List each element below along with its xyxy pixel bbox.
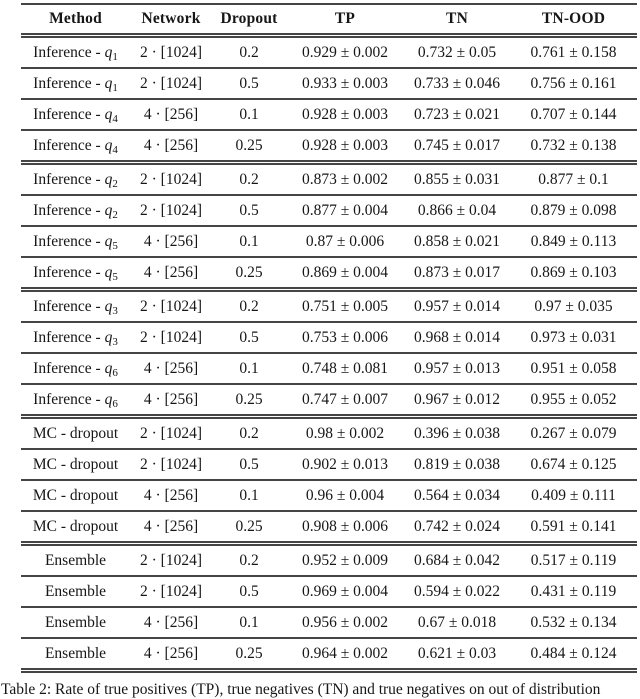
cell-tn-ood: 0.756 ± 0.161	[530, 74, 617, 92]
cell-tp: 0.751 ± 0.005	[301, 297, 388, 315]
cell-tn: 0.742 ± 0.024	[413, 517, 500, 535]
cell-dropout: 0.5	[239, 328, 259, 346]
table-row	[21, 36, 637, 69]
cell-tp: 0.969 ± 0.004	[301, 582, 388, 600]
cell-tn-ood: 0.532 ± 0.134	[530, 613, 617, 631]
cell-network: 4 · [256]	[143, 232, 199, 250]
cell-tp: 0.929 ± 0.002	[301, 43, 388, 61]
cell-dropout: 0.2	[239, 424, 259, 442]
cell-method: MC - dropout	[32, 424, 119, 442]
cell-dropout: 0.1	[239, 232, 259, 250]
table-header	[21, 4, 637, 36]
cell-tn: 0.866 ± 0.04	[417, 201, 497, 219]
math-subscript: 5	[112, 239, 118, 252]
math-variable: q	[104, 232, 113, 250]
cell-network: 4 · [256]	[143, 390, 199, 408]
math-subscript: 1	[112, 81, 118, 94]
cell-tn-ood: 0.869 ± 0.103	[530, 263, 617, 281]
table-row	[21, 607, 637, 638]
cell-tp: 0.908 ± 0.006	[301, 517, 388, 535]
table-row	[21, 290, 637, 323]
cell-network: 2 · [1024]	[140, 551, 202, 569]
cell-method: MC - dropout	[32, 455, 119, 473]
cell-network: 2 · [1024]	[140, 328, 202, 346]
cell-method: Inference - $q_6$	[33, 359, 118, 379]
cell-method: Inference - $q_3$	[33, 328, 118, 348]
cell-tn: 0.968 ± 0.014	[413, 328, 500, 346]
cell-tn-ood: 0.707 ± 0.144	[530, 105, 617, 123]
column-header: TN-OOD	[541, 10, 606, 27]
table-caption: Table 2: Rate of true positives (TP), true negatives (TN) and true negatives on out of distribution	[1, 681, 601, 698]
cell-tn: 0.745 ± 0.017	[413, 136, 500, 154]
cell-tn-ood: 0.267 ± 0.079	[530, 424, 617, 442]
math-subscript: 4	[112, 143, 118, 156]
table-row	[21, 130, 637, 163]
cell-method: Inference - $q_5$	[33, 232, 118, 252]
column-header: TP	[334, 10, 356, 27]
math-variable: q	[104, 105, 113, 123]
column-header: Dropout	[220, 10, 278, 27]
math-variable: q	[104, 390, 113, 408]
math-subscript: 3	[112, 335, 118, 348]
cell-tn-ood: 0.591 ± 0.141	[530, 517, 617, 535]
cell-network: 4 · [256]	[143, 613, 199, 631]
cell-tn: 0.564 ± 0.034	[413, 486, 500, 504]
cell-dropout: 0.25	[235, 517, 263, 535]
math-variable: q	[104, 359, 113, 377]
cell-tp: 0.753 ± 0.006	[301, 328, 388, 346]
cell-tn: 0.396 ± 0.038	[413, 424, 500, 442]
cell-tn: 0.957 ± 0.013	[413, 359, 500, 377]
cell-tn-ood: 0.879 ± 0.098	[530, 201, 617, 219]
cell-tn: 0.873 ± 0.017	[413, 263, 500, 281]
header-row	[21, 4, 637, 36]
table-row	[21, 511, 637, 544]
cell-dropout: 0.2	[239, 43, 259, 61]
cell-tn-ood: 0.484 ± 0.124	[530, 644, 617, 662]
cell-method: MC - dropout	[32, 486, 119, 504]
column-header: Method	[49, 10, 102, 27]
cell-tn-ood: 0.849 ± 0.113	[530, 232, 617, 250]
cell-tn: 0.594 ± 0.022	[413, 582, 500, 600]
cell-tp: 0.98 ± 0.002	[305, 424, 385, 442]
cell-tn-ood: 0.761 ± 0.158	[530, 43, 617, 61]
math-variable: q	[104, 297, 113, 315]
cell-tn: 0.67 ± 0.018	[417, 613, 497, 631]
cell-network: 4 · [256]	[143, 105, 199, 123]
cell-tn: 0.684 ± 0.042	[413, 551, 500, 569]
cell-tp: 0.87 ± 0.006	[305, 232, 385, 250]
cell-dropout: 0.5	[239, 582, 259, 600]
cell-dropout: 0.25	[235, 390, 263, 408]
cell-dropout: 0.5	[239, 455, 259, 473]
math-subscript: 5	[112, 270, 118, 283]
table-row	[21, 163, 637, 196]
cell-tp: 0.873 ± 0.002	[301, 170, 388, 188]
cell-tn: 0.819 ± 0.038	[413, 455, 500, 473]
math-subscript: 6	[112, 366, 118, 379]
table-row	[21, 576, 637, 607]
cell-network: 4 · [256]	[143, 486, 199, 504]
results-table	[21, 3, 637, 673]
cell-tp: 0.964 ± 0.002	[301, 644, 388, 662]
cell-tp: 0.952 ± 0.009	[301, 551, 388, 569]
cell-dropout: 0.25	[235, 644, 263, 662]
cell-network: 2 · [1024]	[140, 74, 202, 92]
math-variable: q	[104, 263, 113, 281]
cell-method: Inference - $q_2$	[33, 170, 118, 190]
row-group	[21, 544, 637, 671]
cell-method: Inference - $q_4$	[33, 136, 118, 156]
cell-tn: 0.733 ± 0.046	[413, 74, 500, 92]
cell-network: 4 · [256]	[143, 517, 199, 535]
cell-tn-ood: 0.951 ± 0.058	[530, 359, 617, 377]
cell-tp: 0.748 ± 0.081	[301, 359, 388, 377]
row-group	[21, 163, 637, 290]
cell-tp: 0.902 ± 0.013	[301, 455, 388, 473]
cell-network: 2 · [1024]	[140, 297, 202, 315]
cell-dropout: 0.2	[239, 297, 259, 315]
cell-tp: 0.928 ± 0.003	[301, 136, 388, 154]
cell-network: 2 · [1024]	[140, 170, 202, 188]
results-table-container	[21, 3, 637, 673]
cell-method: Inference - $q_5$	[33, 263, 118, 283]
math-variable: q	[104, 74, 113, 92]
cell-method: Inference - $q_1$	[33, 43, 118, 63]
table-row	[21, 226, 637, 257]
cell-tn-ood: 0.955 ± 0.052	[530, 390, 617, 408]
cell-network: 2 · [1024]	[140, 201, 202, 219]
cell-dropout: 0.1	[239, 105, 259, 123]
cell-tn-ood: 0.674 ± 0.125	[530, 455, 617, 473]
cell-tp: 0.928 ± 0.003	[301, 105, 388, 123]
cell-method: Ensemble	[44, 551, 107, 569]
cell-dropout: 0.2	[239, 551, 259, 569]
cell-tn: 0.621 ± 0.03	[417, 644, 497, 662]
table-row	[21, 449, 637, 480]
cell-network: 2 · [1024]	[140, 455, 202, 473]
cell-dropout: 0.1	[239, 359, 259, 377]
math-variable: q	[104, 201, 113, 219]
cell-network: 4 · [256]	[143, 644, 199, 662]
cell-method: Inference - $q_6$	[33, 390, 118, 410]
cell-tn: 0.858 ± 0.021	[413, 232, 500, 250]
cell-tp: 0.956 ± 0.002	[301, 613, 388, 631]
cell-tn: 0.732 ± 0.05	[417, 43, 497, 61]
cell-method: MC - dropout	[32, 517, 119, 535]
row-group	[21, 290, 637, 417]
cell-tp: 0.877 ± 0.004	[301, 201, 388, 219]
cell-tn: 0.723 ± 0.021	[413, 105, 500, 123]
math-variable: q	[104, 43, 113, 61]
math-subscript: 4	[112, 112, 118, 125]
cell-method: Ensemble	[44, 582, 107, 600]
column-header: Network	[141, 10, 201, 27]
cell-tn: 0.957 ± 0.014	[413, 297, 500, 315]
table-row	[21, 99, 637, 130]
table-row	[21, 353, 637, 384]
cell-dropout: 0.1	[239, 486, 259, 504]
cell-dropout: 0.5	[239, 74, 259, 92]
cell-network: 4 · [256]	[143, 136, 199, 154]
math-subscript: 6	[112, 397, 118, 410]
math-variable: q	[104, 136, 113, 154]
cell-network: 2 · [1024]	[140, 43, 202, 61]
cell-method: Inference - $q_1$	[33, 74, 118, 94]
math-variable: q	[104, 328, 113, 346]
cell-tp: 0.96 ± 0.004	[305, 486, 385, 504]
row-group	[21, 36, 637, 163]
cell-network: 4 · [256]	[143, 359, 199, 377]
table-row	[21, 544, 637, 577]
cell-tn-ood: 0.97 ± 0.035	[534, 297, 613, 315]
math-subscript: 3	[112, 304, 118, 317]
cell-tn: 0.967 ± 0.012	[413, 390, 500, 408]
cell-tn-ood: 0.517 ± 0.119	[530, 551, 617, 569]
table-row	[21, 257, 637, 290]
cell-method: Inference - $q_2$	[33, 201, 118, 221]
cell-tn-ood: 0.431 ± 0.119	[530, 582, 617, 600]
cell-method: Inference - $q_4$	[33, 105, 118, 125]
cell-tn: 0.855 ± 0.031	[413, 170, 500, 188]
cell-tn-ood: 0.409 ± 0.111	[531, 486, 616, 504]
table-row	[21, 384, 637, 417]
cell-dropout: 0.5	[239, 201, 259, 219]
cell-dropout: 0.25	[235, 136, 263, 154]
column-header: TN	[446, 10, 468, 27]
table-row	[21, 638, 637, 671]
table-row	[21, 195, 637, 226]
math-subscript: 1	[112, 50, 118, 63]
cell-tn-ood: 0.877 ± 0.1	[538, 170, 609, 188]
cell-tn-ood: 0.973 ± 0.031	[530, 328, 617, 346]
cell-dropout: 0.1	[239, 613, 259, 631]
math-variable: q	[104, 170, 113, 188]
cell-network: 2 · [1024]	[140, 424, 202, 442]
cell-tp: 0.933 ± 0.003	[301, 74, 388, 92]
cell-method: Ensemble	[44, 613, 107, 631]
cell-dropout: 0.25	[235, 263, 263, 281]
cell-tn-ood: 0.732 ± 0.138	[530, 136, 617, 154]
cell-tp: 0.747 ± 0.007	[301, 390, 388, 408]
table-row	[21, 417, 637, 450]
cell-dropout: 0.2	[239, 170, 259, 188]
table-row	[21, 322, 637, 353]
cell-method: Ensemble	[44, 644, 107, 662]
row-group	[21, 417, 637, 544]
table-row	[21, 480, 637, 511]
cell-network: 2 · [1024]	[140, 582, 202, 600]
math-subscript: 2	[112, 208, 118, 221]
cell-network: 4 · [256]	[143, 263, 199, 281]
math-subscript: 2	[112, 177, 118, 190]
table-row	[21, 68, 637, 99]
cell-tp: 0.869 ± 0.004	[301, 263, 388, 281]
cell-method: Inference - $q_3$	[33, 297, 118, 317]
